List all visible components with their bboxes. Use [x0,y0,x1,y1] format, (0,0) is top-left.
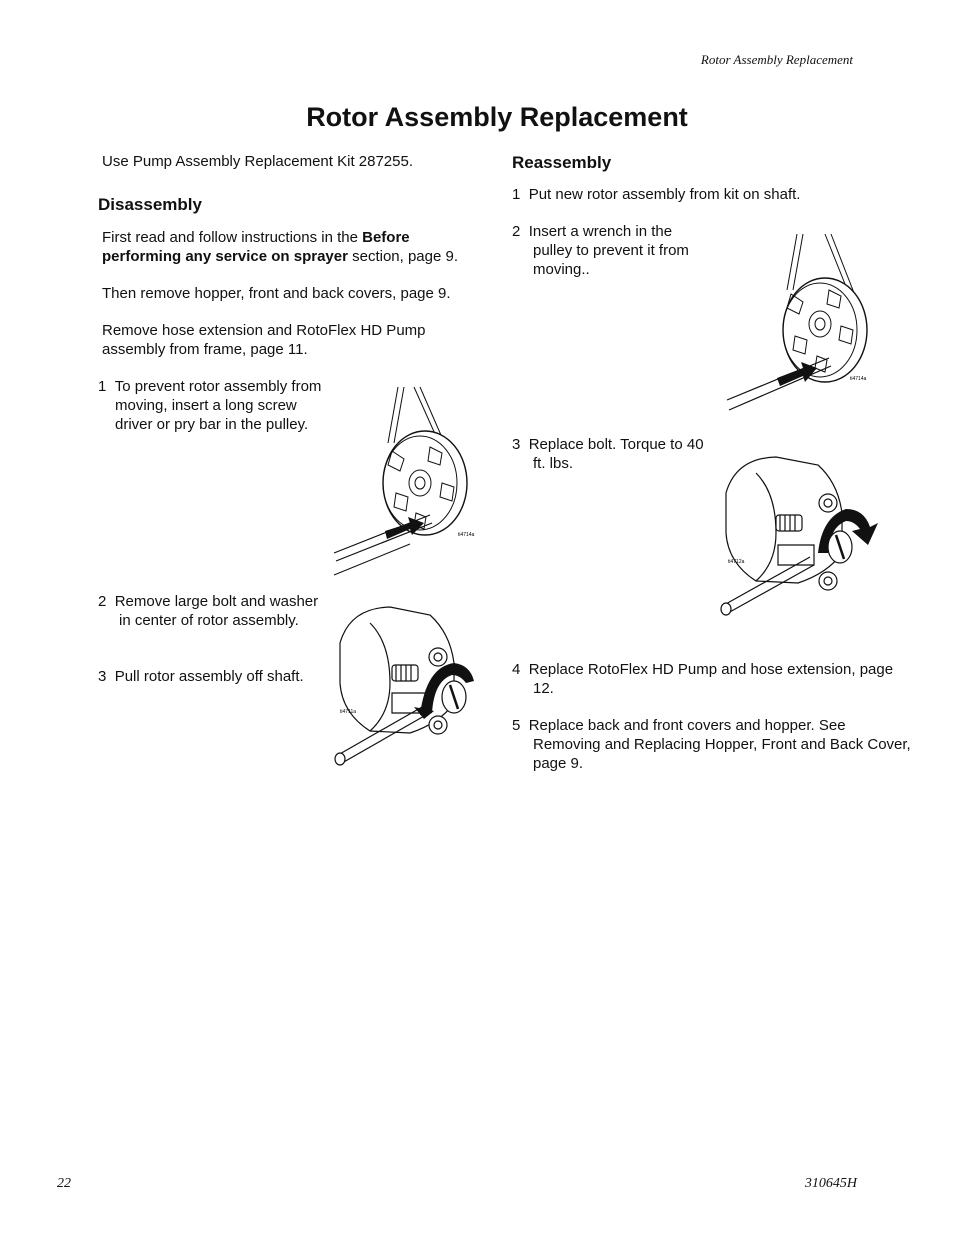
reassembly-step-5 [512,716,911,773]
disassembly-para-3: Remove hose extension and RotoFlex HD Pump assembly from frame, page 11. [102,322,426,358]
step-text: Replace back and front covers and hopper. See Removing and Replacing Hopper, Front and Back Cover, page 9. [528,717,911,772]
page-title: Rotor Assembly Replacement [306,102,688,132]
para-1-text-end: section, page 9. [347,248,459,265]
reassembly-step-1 [512,185,872,204]
disassembly-step-2 [98,592,324,630]
reassembly-step-4 [512,660,913,698]
reassembly-step-3 [512,435,718,473]
figure-label: ti4714a [850,376,867,382]
pulley-pry-bar-illustration [330,383,480,583]
reassembly-step-2 [512,222,713,279]
step-text: Pull rotor assembly off shaft. [114,668,304,685]
disassembly-para-2: Then remove hopper, front and back covers, page 9. [102,285,451,302]
step-number: 1 [98,378,107,395]
step-number: 2 [512,223,521,240]
step-text: To prevent rotor assembly from moving, insert a long screw driver or pry bar in the pulley. [114,378,322,433]
step-number: 3 [512,436,521,453]
step-number: 2 [98,593,107,610]
step-text: Put new rotor assembly from kit on shaft. [528,186,801,203]
step-number: 1 [512,186,521,203]
doc-number: 310645H [804,1176,857,1191]
pulley-wrench-illustration [725,230,875,430]
step-number: 4 [512,661,521,678]
disassembly-step-3 [98,667,309,686]
step-text: Insert a wrench in the pulley to prevent it from moving.. [528,223,689,278]
step-text: Remove large bolt and washer in center of rotor assembly. [114,593,319,629]
step-text: Replace bolt. Torque to 40 ft. lbs. [528,436,704,472]
figure-label: ti4714a [458,532,475,538]
page-number: 22 [57,1176,71,1191]
disassembly-heading: Disassembly [98,195,202,214]
figure-label: ti4712a [728,559,745,565]
reassembly-heading: Reassembly [512,153,612,172]
disassembly-step-1 [98,377,337,434]
step-text: Replace RotoFlex HD Pump and hose extension, page 12. [528,661,894,697]
running-header: Rotor Assembly Replacement [700,52,853,67]
step-number: 5 [512,717,521,734]
para-1-text: First read and follow instructions in the [102,229,363,246]
figure-label: ti4711a [340,709,357,715]
para-1-bold: Before performing any service on sprayer [102,229,410,265]
rotor-bolt-replace-illustration [718,453,878,623]
rotor-bolt-removal-illustration [330,603,480,773]
step-number: 3 [98,668,107,685]
intro-text: Use Pump Assembly Replacement Kit 287255. [102,153,413,170]
disassembly-para-1 [102,228,487,266]
